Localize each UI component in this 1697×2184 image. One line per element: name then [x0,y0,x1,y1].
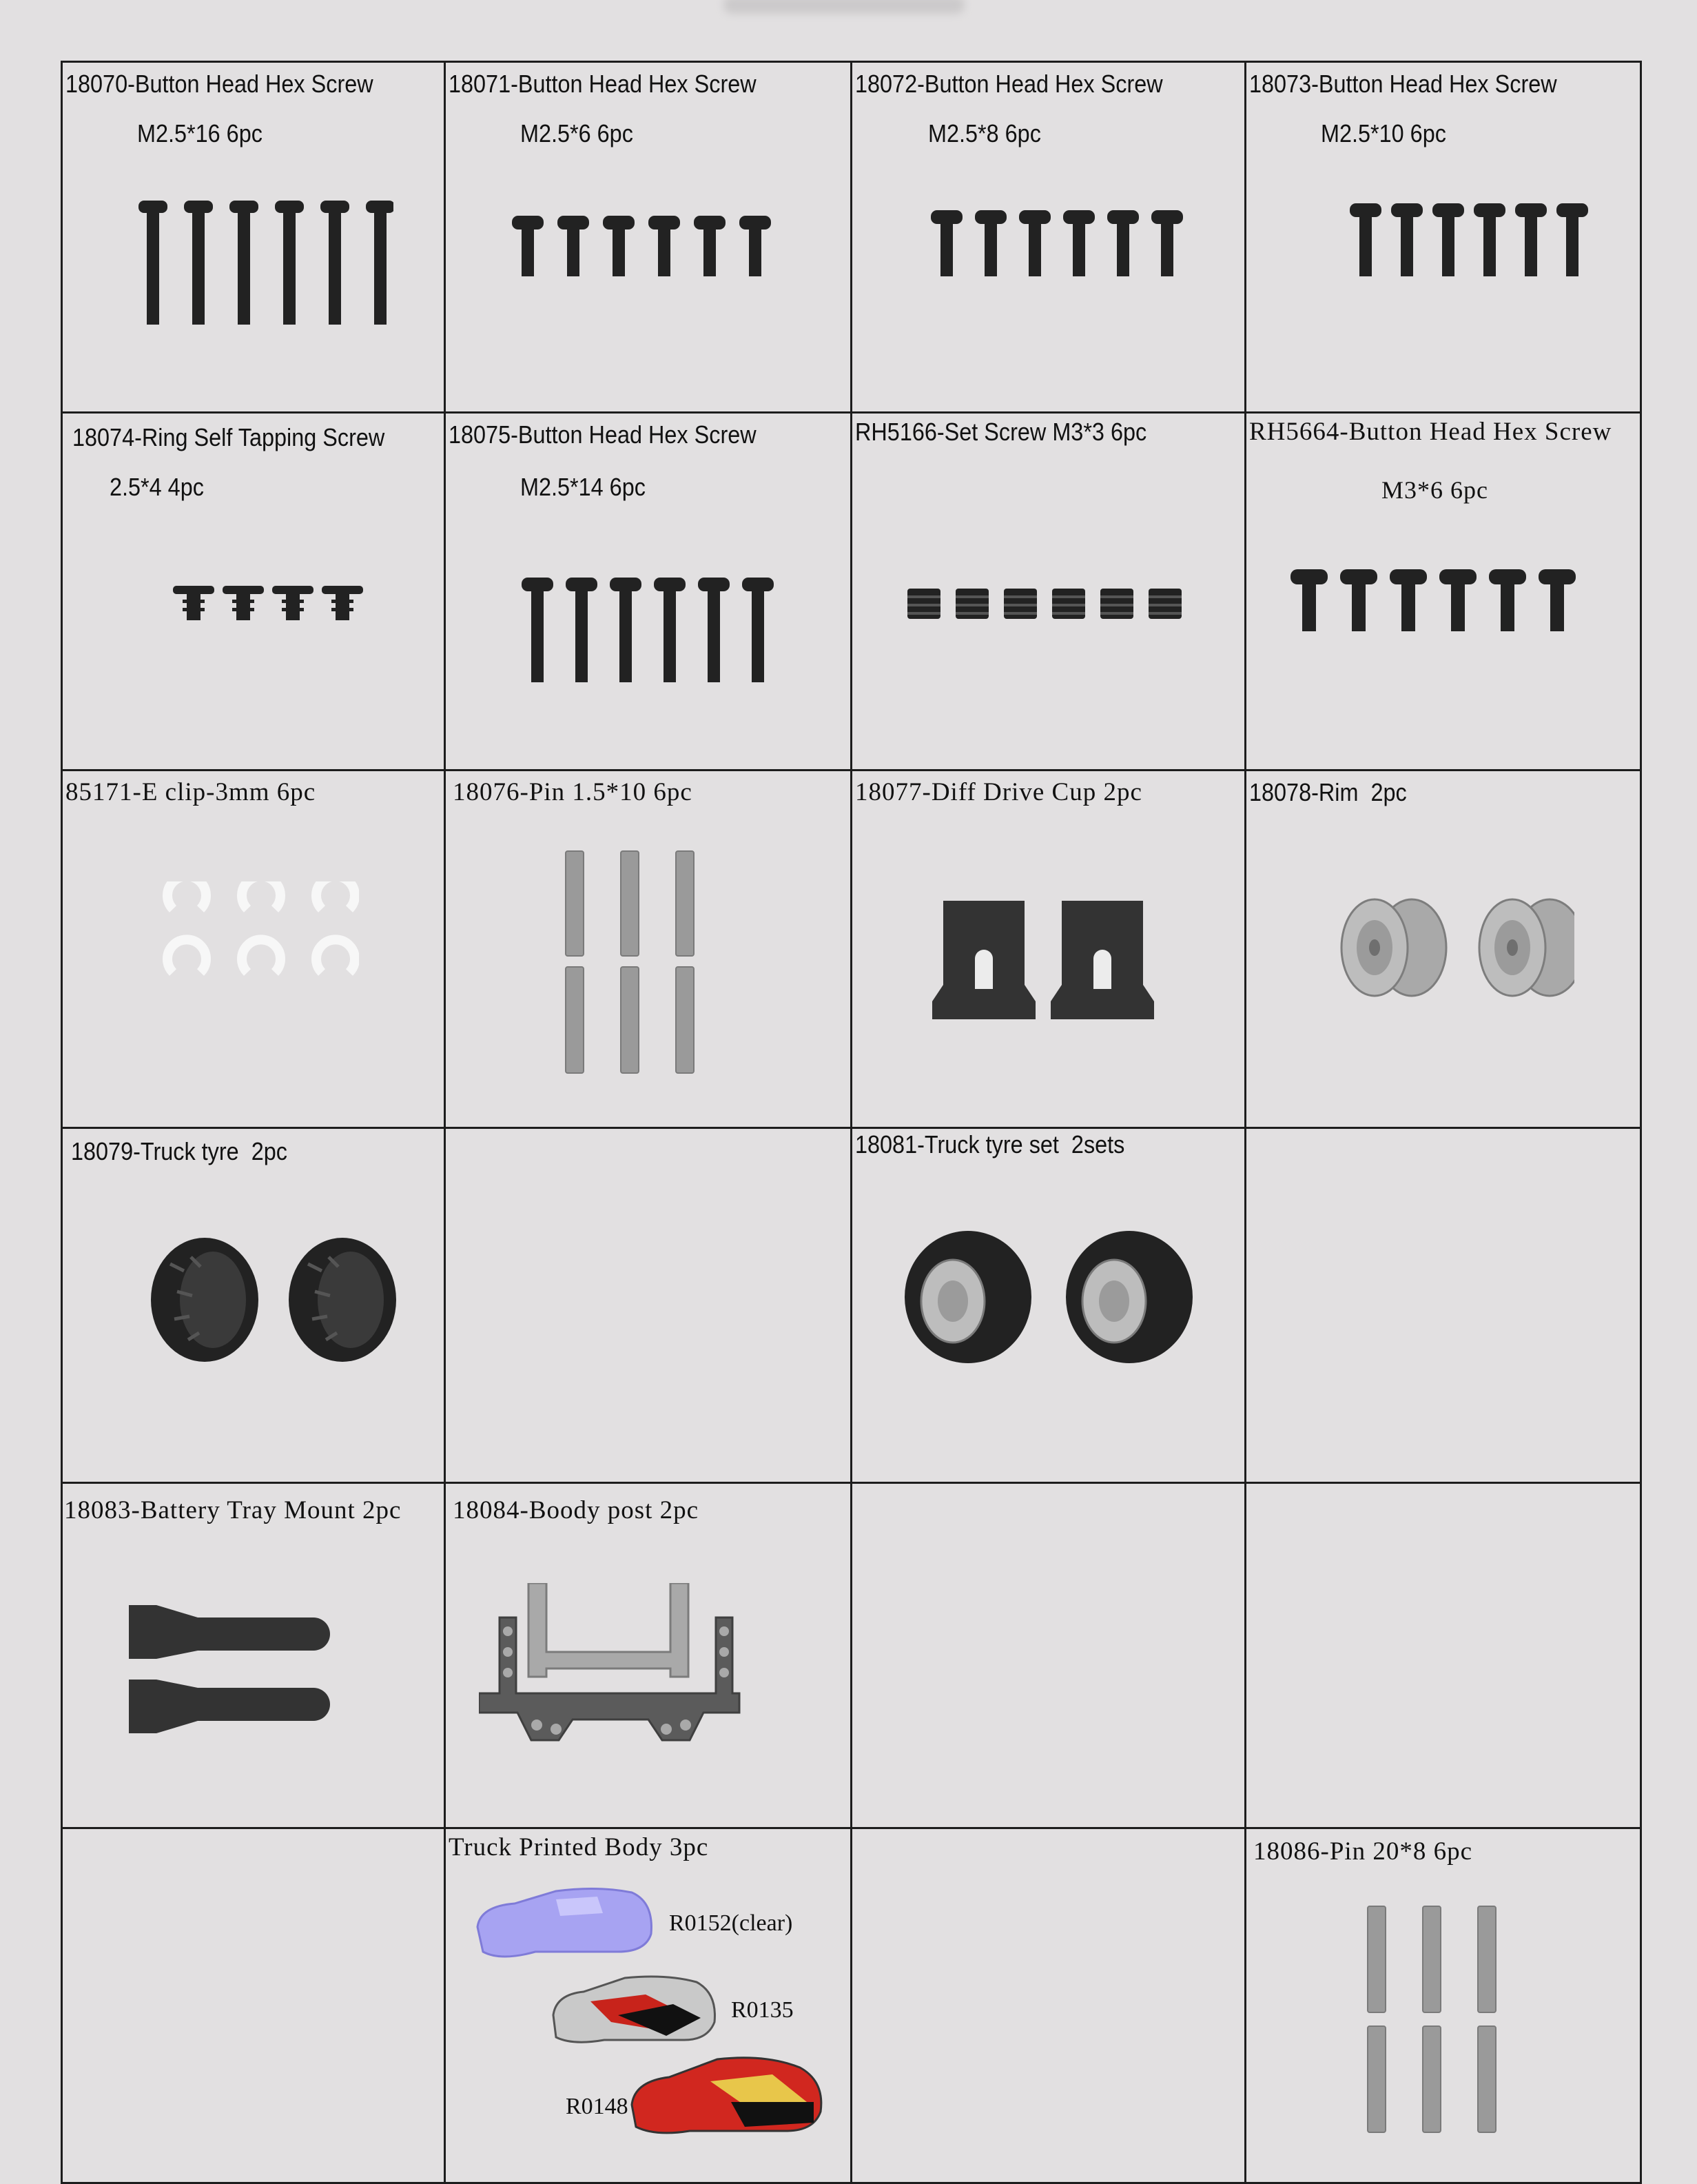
part-title: RH5664-Button Head Hex Screw [1249,418,1612,446]
part-cell-rh5664 [1246,413,1641,770]
battery-tray-mount-icon [129,1605,342,1743]
part-title: 18075-Button Head Hex Screw [449,420,757,449]
screw-icon [931,210,1193,286]
part-title: 18078-Rim 2pc [1249,778,1407,806]
part-title: 18074-Ring Self Tapping Screw [72,423,385,451]
body-printed-icon [628,2054,827,2143]
body-label-r0135: R0135 [731,1997,794,2023]
part-title: 18072-Button Head Hex Screw [855,70,1163,98]
part-cell-rh5166 [852,413,1246,770]
pin-icon [1366,1905,1504,2139]
part-title: 18071-Button Head Hex Screw [449,70,757,98]
part-cell-85171 [62,770,445,1128]
screw-icon [512,216,788,285]
part-title: RH5166-Set Screw M3*3 6pc [855,418,1147,446]
part-cell-18081 [852,1128,1246,1483]
tyre-set-icon [901,1229,1197,1367]
body-clear-icon [473,1886,659,1968]
part-cell-18076 [445,770,852,1128]
header-blur [723,0,965,14]
part-spec: M2.5*14 6pc [520,473,646,501]
part-title: 18079-Truck tyre 2pc [71,1137,287,1165]
part-cell-18079 [62,1128,445,1483]
part-cell-18086 [1246,1828,1641,2183]
part-spec: M2.5*16 6pc [137,119,263,147]
part-title: 18070-Button Head Hex Screw [65,70,373,98]
tyre-icon [150,1236,404,1367]
part-cell-18077 [852,770,1246,1128]
empty-cell [1246,1128,1641,1483]
screw-icon [1350,203,1612,286]
part-cell-18070 [62,62,445,413]
e-clip-icon [152,881,359,999]
part-spec: 2.5*4 4pc [110,473,204,501]
part-title: Truck Printed Body 3pc [449,1833,709,1861]
part-cell-18075 [445,413,852,770]
part-cell-18072 [852,62,1246,413]
pin-icon [564,850,702,1077]
rim-icon [1326,892,1574,1003]
drive-cup-icon [932,901,1166,1025]
part-cell-18078 [1246,770,1641,1128]
part-title: 18086-Pin 20*8 6pc [1253,1837,1473,1866]
part-cell-18071 [445,62,852,413]
part-cell-truck-body [445,1828,852,2183]
empty-cell [852,1828,1246,2183]
part-title: 18084-Boody post 2pc [453,1496,699,1524]
part-title: 18073-Button Head Hex Screw [1249,70,1557,98]
screw-icon [173,586,373,634]
body-label-r0148: R0148 [566,2094,628,2119]
part-spec: M3*6 6pc [1381,476,1488,504]
empty-cell [852,1483,1246,1828]
part-cell-18083 [62,1483,445,1828]
set-screw-icon [907,589,1183,623]
body-label-clear: R0152(clear) [669,1910,793,1936]
body-printed-icon [549,1974,721,2050]
part-spec: M2.5*6 6pc [520,119,633,147]
empty-cell [62,1828,445,2183]
part-title: 85171-E clip-3mm 6pc [65,778,316,806]
empty-cell [1246,1483,1641,1828]
screw-icon [522,578,790,688]
part-title: 18076-Pin 1.5*10 6pc [453,778,692,806]
empty-cell [445,1128,852,1483]
part-spec: M2.5*10 6pc [1321,119,1446,147]
part-cell-18073 [1246,62,1641,413]
part-cell-18074 [62,413,445,770]
screw-icon [1290,569,1587,638]
part-title: 18081-Truck tyre set 2sets [855,1130,1125,1159]
part-spec: M2.5*8 6pc [928,119,1041,147]
part-title: 18077-Diff Drive Cup 2pc [855,778,1142,806]
part-cell-18084 [445,1483,852,1828]
screw-icon [132,201,393,338]
body-post-icon [479,1583,741,1748]
parts-grid [61,61,1642,2184]
part-title: 18083-Battery Tray Mount 2pc [64,1496,402,1524]
